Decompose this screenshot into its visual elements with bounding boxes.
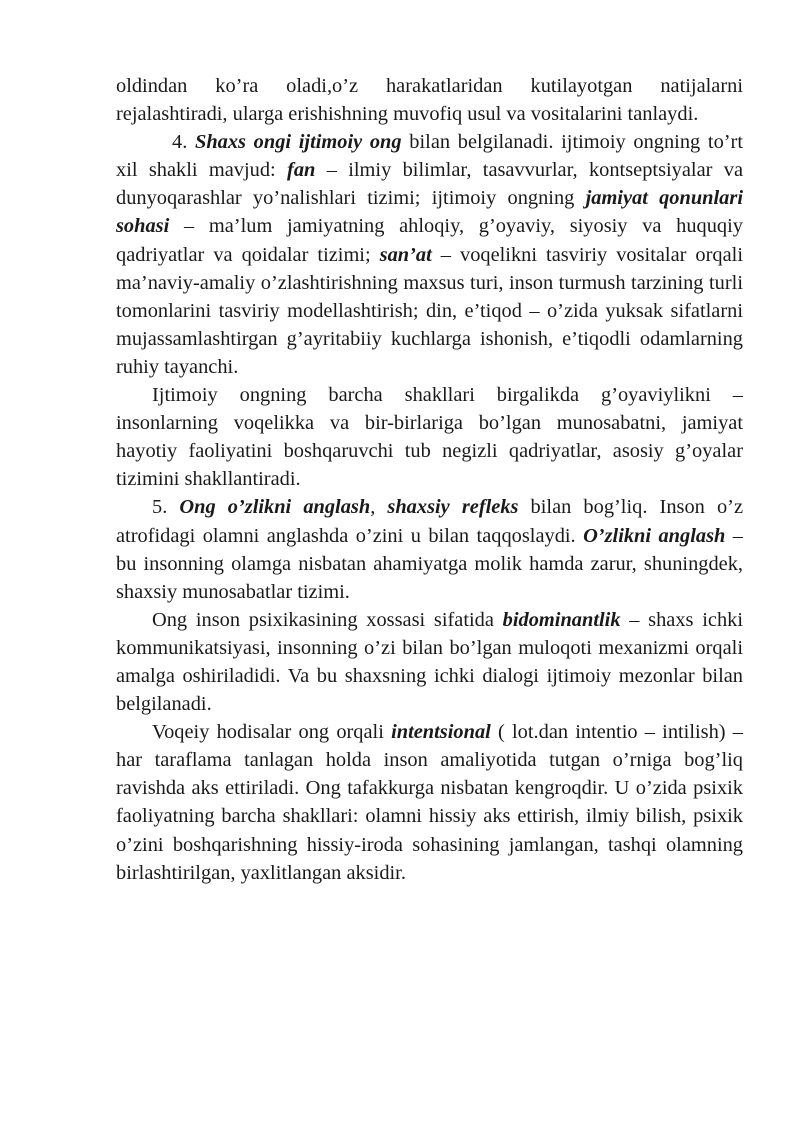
paragraph-5-text-b: – shaxs ichki kommunikatsiyasi, insonning o’zi bilan bo’lgan muloqoti mexanizmi orqali amalga oshiriladidi. Va bu shaxsning ichki dialogi ijtimoiy mezonlar bilan belgilanadi. — [116, 608, 743, 716]
paragraph-3 — [116, 381, 743, 493]
document-page — [116, 72, 743, 887]
paragraph-6 — [116, 718, 743, 887]
paragraph-4-number: 5. — [152, 496, 180, 519]
term-bidominantlik: bidominantlik — [502, 608, 621, 631]
term-shaxsiy-refleks: shaxsiy refleks — [387, 496, 519, 519]
term-fan: fan — [287, 159, 316, 182]
paragraph-4 — [116, 493, 743, 605]
paragraph-6-text-b: ( lot.dan intentio – intilish) – har taraflama tanlagan holda inson amaliyotida tutgan o’rniga bog’liq ravishda aks ettiriladi. Ong tafakkurga nisbatan kengroqdir. U o’zida psixik faoliyatning barcha shakllari: olamni hissiy aks ettirish, ilmiy bilish, psixik o’zini boshqarishning hissiy-iroda sohasining jamlangan, tashqi olamning birlashtirilgan, yaxlitlangan aksidir. — [116, 721, 743, 884]
paragraph-4-text-a: bilan bog’liq. Inson o’z atrofidagi olamni anglashda o’zini u bilan taqqoslaydi. — [116, 496, 743, 547]
paragraph-1 — [116, 72, 743, 128]
paragraph-5 — [116, 606, 743, 718]
term-intentsional: intentsional — [391, 721, 491, 744]
paragraph-4-text-b: – bu insonning olamga nisbatan ahamiyatga molik hamda zarur, shuningdek, shaxsiy munosabatlar tizimi. — [116, 524, 743, 603]
term-jamiyat-qonunlari: jamiyat qonunlari sohasi — [116, 187, 743, 238]
term-ong-ozlikni-anglash: Ong o’zlikni anglash — [179, 496, 371, 519]
paragraph-5-text-a: Ong inson psixikasining xossasi sifatida — [152, 608, 503, 631]
paragraph-1-text: oldindan ko’ra oladi,o’z harakatlaridan kutilayotgan natijalarni rejalashtiradi, ularga erishishning muvofiq usul va vositalarini tanlaydi. — [116, 75, 743, 126]
paragraph-4-comma: , — [370, 496, 388, 519]
paragraph-2 — [116, 128, 743, 381]
term-ozlikni-anglash: O’zlikni anglash — [583, 524, 726, 547]
paragraph-2-text-a: bilan belgilanadi. ijtimoiy ongning to’rt xil shakli mavjud: — [116, 131, 744, 182]
term-sanat: san’at — [379, 243, 432, 266]
paragraph-6-text-a: Voqeiy hodisalar ong orqali — [152, 721, 392, 744]
paragraph-2-text-c: – ma’lum jamiyatning ahloqiy, g’oyaviy, siyosiy va huquqiy qadriyatlar va qoidalar tizimi; — [116, 215, 743, 266]
paragraph-2-text-d: – voqelikni tasviriy vositalar orqali ma’naviy-amaliy o’zlashtirishning maxsus turi, inson turmush tarzining turli tomonlarini tasviriy modellashtirish; din, e’tiqod – o’zida yuksak sifatlarni mujassamlashtirgan g’ayritabiiy kuchlarga ishonish, e’tiqodli odamlarning ruhiy tayanchi. — [116, 243, 743, 378]
paragraph-2-number: 4. — [172, 131, 195, 154]
paragraph-2-text-b: – ilmiy bilimlar, tasavvurlar, kontseptsiyalar va dunyoqarashlar yo’nalishlari tizimi; ijtimoiy ongning — [116, 159, 743, 210]
term-shaxs-ongi: Shaxs ongi ijtimoiy ong — [194, 131, 402, 154]
paragraph-3-text: Ijtimoiy ongning barcha shakllari birgalikda g’oyaviylikni – insonlarning voqelikka va bir-birlariga bo’lgan munosabatni, jamiyat hayotiy faoliyatini boshqaruvchi tub negizli qadriyatlar, asosiy g’oyalar tizimini shakllantiradi. — [116, 384, 743, 491]
